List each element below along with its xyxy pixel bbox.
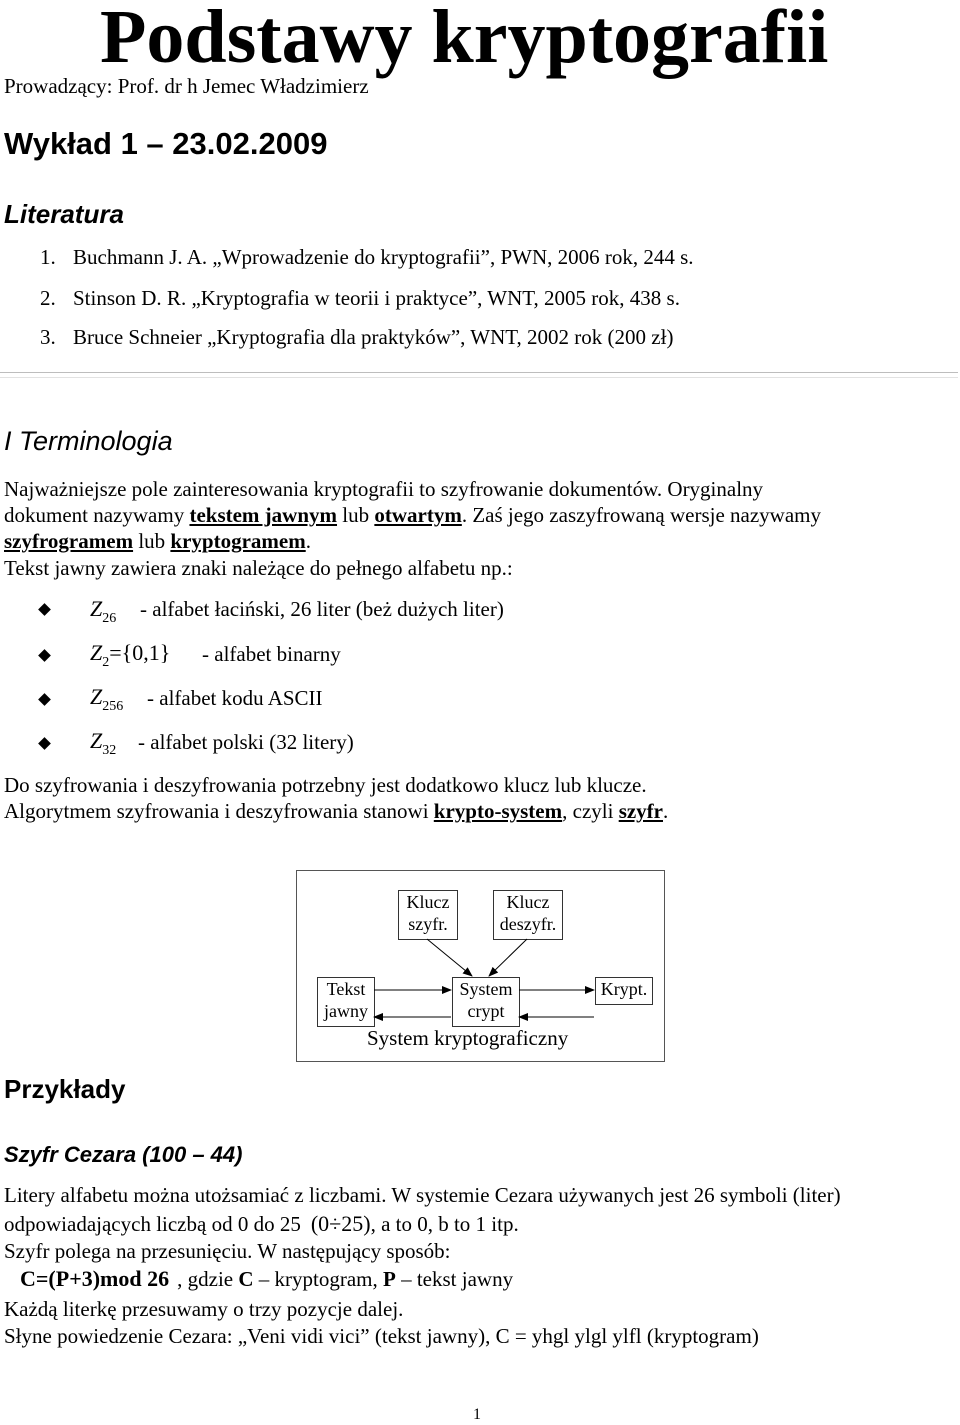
box-label: crypt [467, 1001, 505, 1021]
term-cipher: szyfr [618, 799, 663, 823]
math-symbol [90, 684, 124, 714]
alphabet-description: - alfabet polski (32 litery) [138, 730, 354, 754]
box-label: Krypt. [600, 979, 648, 999]
math-subscript: 32 [102, 743, 117, 758]
paragraph-line: Najważniejsze pole zainteresowania kryptografii to szyfrowanie dokumentów. Oryginalny [4, 477, 764, 501]
math-subscript: 2 [102, 655, 110, 670]
text-span: – tekst jawny [395, 1267, 514, 1291]
alphabet-description: - alfabet kodu ASCII [147, 686, 323, 710]
box-label: deszyfr. [499, 914, 557, 934]
text-span: . Zaś jego zaszyfrowaną wersje nazywamy [461, 503, 822, 527]
text-span: lub [133, 529, 171, 553]
page-number: 1 [473, 1406, 481, 1423]
term-cryptosystem: krypto-system [433, 799, 563, 823]
alphabet-description: - alfabet łaciński, 26 liter (beż dużych liter) [140, 597, 504, 621]
text-span: , a to 0, b to 1 itp. [370, 1212, 519, 1236]
box-label: szyfr. [408, 914, 448, 934]
paragraph-line [4, 799, 668, 824]
terminology-heading: I Terminologia [4, 426, 173, 456]
paragraph-line [4, 503, 821, 528]
text-span: – kryptogram, [253, 1267, 384, 1291]
horizontal-divider [0, 372, 958, 378]
paragraph-line [4, 1211, 519, 1237]
math-symbol [90, 728, 117, 758]
math-letter: Z [90, 596, 103, 621]
symbol-p: P [383, 1267, 396, 1291]
examples-heading: Przykłady [4, 1074, 126, 1104]
diamond-bullet-icon [38, 649, 51, 662]
paragraph-line: Szyfr polega na przesunięciu. W następujący sposób: [4, 1239, 451, 1263]
text-span: dokument nazywamy [4, 503, 190, 527]
math-letter: Z [90, 684, 103, 709]
text-span: Algorytmem szyfrowania i deszyfrowania stanowi [4, 799, 434, 823]
caesar-formula: C=(P+3)mod 26 [20, 1266, 170, 1291]
math-symbol [90, 640, 171, 670]
text-span: . [305, 529, 311, 553]
lecturer-line: Prowadzący: Prof. dr h Jemec Władzimierz [4, 74, 369, 98]
diamond-bullet-icon [38, 693, 51, 706]
paragraph-line: Litery alfabetu można utożsamiać z liczbami. W systemie Cezara używanych jest 26 symboli (liter) [4, 1183, 841, 1207]
math-range: (0÷25) [310, 1211, 371, 1236]
text-span: . [663, 799, 669, 823]
document-title: Podstawy kryptografii [100, 0, 829, 79]
term-ciphertext: szyfrogramem [4, 529, 134, 553]
paragraph-line: Do szyfrowania i deszyfrowania potrzebny jest dodatkowo klucz lub klucze. [4, 773, 647, 797]
math-subscript: 256 [102, 699, 124, 714]
diamond-bullet-icon [38, 603, 51, 616]
term-open: otwartym [374, 503, 462, 527]
paragraph-line: Tekst jawny zawiera znaki należące do pełnego alfabetu np.: [4, 556, 513, 580]
box-label: Klucz [406, 892, 450, 912]
literature-item-text: Bruce Schneier „Kryptografia dla praktyków”, WNT, 2002 rok (200 zł) [73, 325, 674, 349]
term-cryptogram: kryptogramem [170, 529, 306, 553]
literature-item-text: Stinson D. R. „Kryptografia w teorii i praktyce”, WNT, 2005 rok, 438 s. [73, 286, 680, 310]
alphabet-description: - alfabet binarny [202, 642, 341, 666]
text-span: , czyli [562, 799, 619, 823]
box-label: Tekst [326, 979, 366, 999]
box-label: jawny [324, 1001, 368, 1021]
text-span: , gdzie [177, 1267, 239, 1291]
math-symbol [90, 596, 117, 626]
literature-item-number: 2. [40, 286, 56, 310]
formula-line [4, 1266, 513, 1292]
arrow-line [489, 939, 527, 976]
literature-item-text: Buchmann J. A. „Wprowadzenie do kryptografii”, PWN, 2006 rok, 244 s. [73, 245, 694, 269]
symbol-c: C [238, 1267, 254, 1291]
paragraph-line: Każdą literkę przesuwamy o trzy pozycje dalej. [4, 1297, 404, 1321]
paragraph-line [4, 529, 311, 554]
text-span: odpowiadających liczbą od 0 do 25 [4, 1212, 301, 1236]
math-letter: Z [90, 640, 103, 665]
text-span: lub [337, 503, 375, 527]
box-label: Klucz [506, 892, 550, 912]
literature-item-number: 3. [40, 325, 56, 349]
cryptosystem-diagram [296, 870, 665, 1062]
caesar-heading: Szyfr Cezara (100 – 44) [4, 1142, 243, 1167]
literature-heading: Literatura [4, 199, 124, 229]
math-subscript: 26 [102, 611, 117, 626]
diamond-bullet-icon [38, 737, 51, 750]
box-label: System [459, 979, 513, 999]
term-plaintext: tekstem jawnym [189, 503, 338, 527]
arrow-line [427, 939, 472, 976]
paragraph-line: Słyne powiedzenie Cezara: „Veni vidi vici” (tekst jawny), C = yhgl ylgl ylfl (kryptogram) [4, 1324, 759, 1348]
diagram-caption: System kryptograficzny [367, 1026, 569, 1050]
literature-item-number: 1. [40, 245, 56, 269]
lecture-heading: Wykład 1 – 23.02.2009 [4, 126, 328, 161]
math-letter: Z [90, 728, 103, 753]
math-set: ={0,1} [109, 640, 171, 665]
